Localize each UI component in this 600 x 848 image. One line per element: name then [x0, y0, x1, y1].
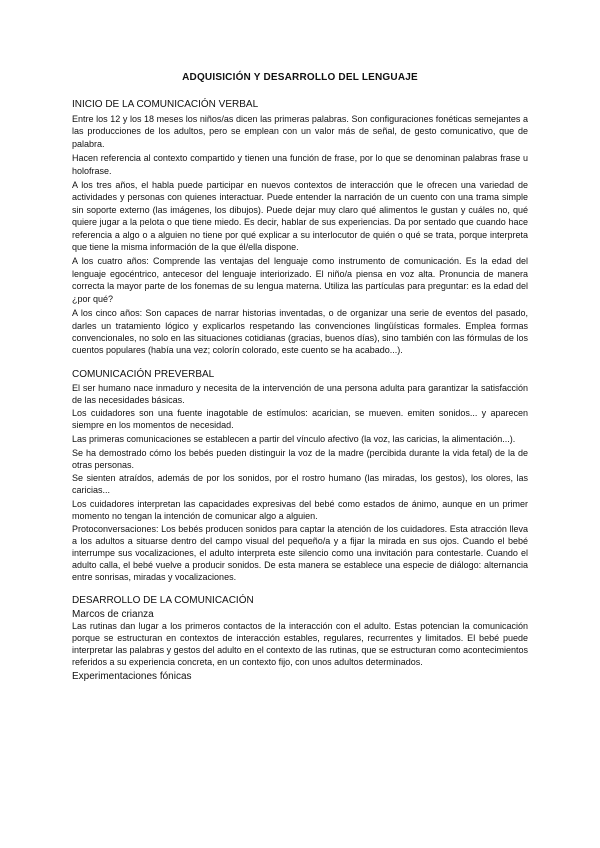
paragraph: Hacen referencia al contexto compartido y tienen una función de frase, por lo que se denominan palabras frase u holofrase.	[72, 153, 528, 176]
section-desarrollo-comunicacion	[72, 595, 528, 682]
section-heading: COMUNICACIÓN PREVERBAL	[72, 368, 215, 380]
paragraph: Los cuidadores son una fuente inagotable de estímulos: acarician, se mueven. emiten sonidos... y aparecen siempre en los momentos de necesidad.	[72, 408, 528, 431]
paragraph: Protoconversaciones: Los bebés producen sonidos para captar la atención de los cuidadores. Esta atracción lleva a los adultos a situarse dentro del campo visual del pequeño/a y a fijar la mirada en sus ojos. Cuando el bebé interrumpe sus vocalizaciones, el adulto interpreta este silencio como una invitación para contestarle. Cuando el adulto calla, el bebé vuelve a producir sonidos. De esta manera se establece una especie de diálogo: alternancia entre sonrisas, miradas y vocalizaciones.	[72, 524, 528, 582]
subheading-experimentaciones-fonicas: Experimentaciones fónicas	[72, 670, 192, 682]
paragraph: Se sienten atraídos, además de por los sonidos, por el rostro humano (las miradas, los gestos), los olores, las caricias...	[72, 473, 528, 496]
paragraph: Las primeras comunicaciones se establecen a partir del vínculo afectivo (la voz, las caricias, la alimentación...).	[72, 433, 516, 444]
section-inicio-comunicacion-verbal	[72, 99, 528, 357]
subheading-marcos-crianza: Marcos de crianza	[72, 609, 154, 621]
paragraph: Se ha demostrado cómo los bebés pueden distinguir la voz de la madre (percibida durante la vida fetal) de la de otras personas.	[72, 447, 528, 470]
paragraph: A los cinco años: Son capaces de narrar historias inventadas, o de organizar una serie de eventos del pasado, darles un tratamiento lógico y explicarlos respetando las convenciones lingüísticas formales. Emplea formas convencionales, no solo en las situaciones cotidianas (gracias, buenos días), sino también con las fórmulas de los cuentos populares (había una vez; colorín colorado, este cuento se ha acabado...).	[72, 308, 528, 356]
section-comunicacion-preverbal	[72, 369, 528, 584]
paragraph: Entre los 12 y los 18 meses los niños/as dicen las primeras palabras. Son configuraciones fonéticas semejantes a las producciones de los adultos, pero se emplean con un valor más de señal, de gesto comunicativo, que de palabra.	[72, 114, 528, 149]
paragraph: Los cuidadores interpretan las capacidades expresivas del bebé como estados de ánimo, aunque en un primer momento no tengan la intención de comunicar algo a alguien.	[72, 498, 528, 521]
section-heading: INICIO DE LA COMUNICACIÓN VERBAL	[72, 99, 259, 110]
paragraph: Las rutinas dan lugar a los primeros contactos de la interacción con el adulto. Estas potencian la comunicación porque se estructuran en contextos de interacción estables, regulares, recurrentes y limitados. El bebé puede interpretar las palabras y gestos del adulto en el contexto de las rutinas, que se estructuran como acontecimientos referidos a su experiencia concreta, en un contexto fijo, con unos adultos determinados.	[72, 621, 528, 667]
paragraph: El ser humano nace inmaduro y necesita de la intervención de una persona adulta para garantizar la satisfacción de las necesidades básicas.	[72, 382, 528, 405]
paragraph: A los cuatro años: Comprende las ventajas del lenguaje como instrumento de comunicación. Es la edad del lenguaje egocéntrico, antecesor del lenguaje interiorizado. El niño/a piensa en voz alta. Pronuncia de manera correcta la mayor parte de los fonemas de su lengua materna. Utiliza las partículas para preguntar: es la edad del ¿por qué?	[72, 256, 528, 304]
section-heading: DESARROLLO DE LA COMUNICACIÓN	[72, 595, 254, 607]
document-title: ADQUISICIÓN Y DESARROLLO DEL LENGUAJE	[182, 72, 418, 83]
paragraph: A los tres años, el habla puede participar en nuevos contextos de interacción que le ofrecen una variedad de actividades y personas con quienes interactuar. Puede entender la narración de un cuento con una trama simple sin soporte externo (las imágenes, los dibujos). Puede dejar muy claro qué alimentos le gustan y cuáles no, qué quiere jugar a la pelota o que tiene miedo. Es decir, hablar de sus experiencias. Da por sentado que cuando hace referencia a algo o a alguien no tiene por qué explicar a su interlocutor de quién o qué se trata, porque interpreta que tiene la misma información de la que él/ella dispone.	[72, 180, 528, 253]
